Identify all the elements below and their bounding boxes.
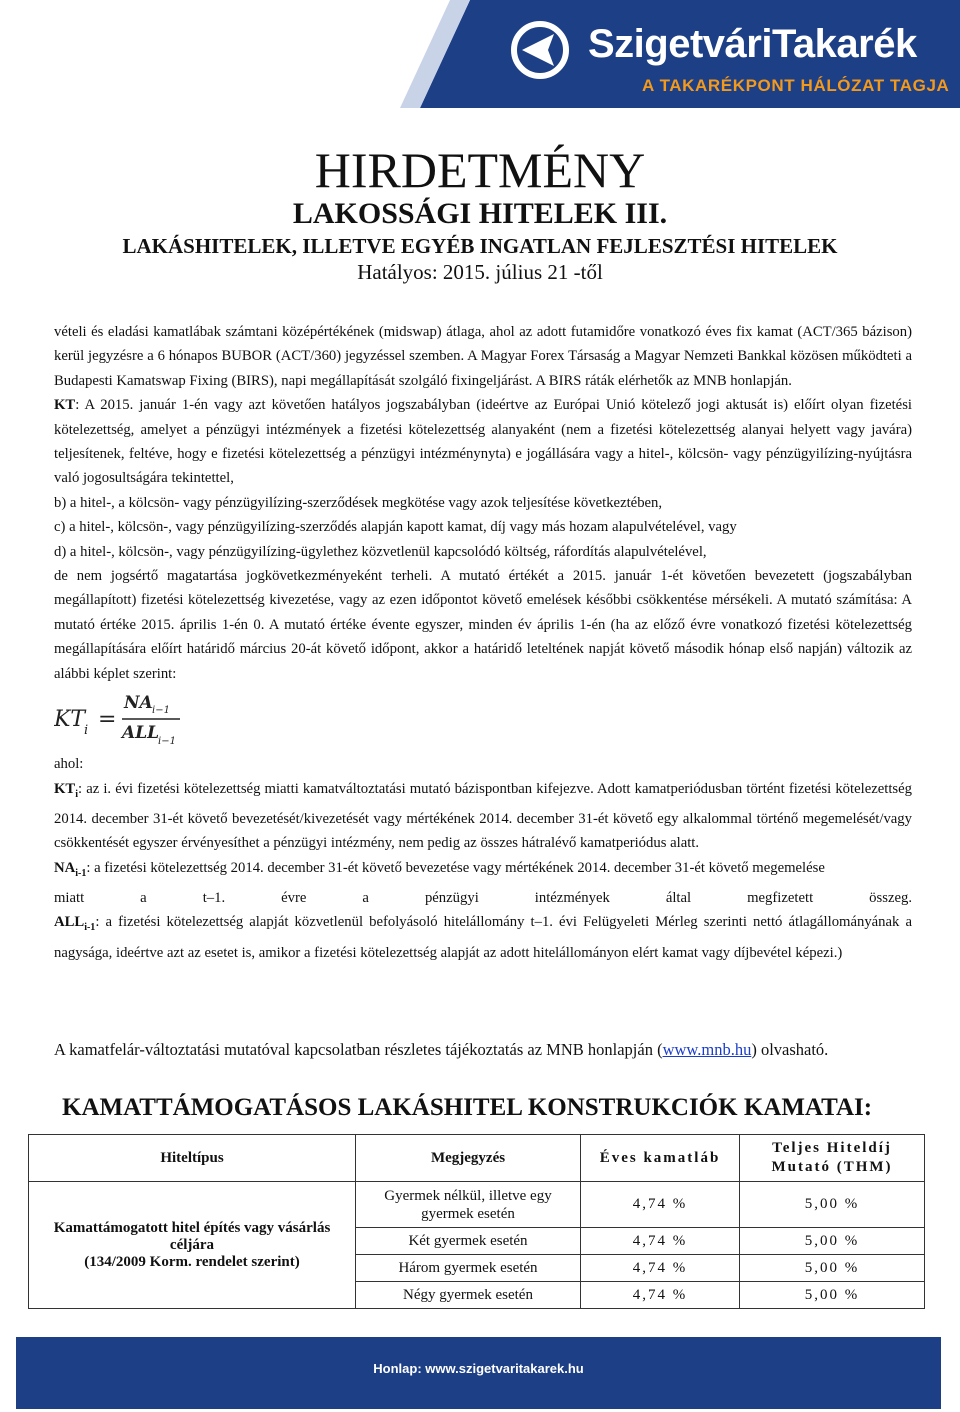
rates-table <box>28 1134 925 1309</box>
header-megjegyzes: Megjegyzés <box>356 1135 581 1182</box>
na-definition: : a fizetési kötelezettség 2014. december 31-ét követő bevezetése vagy mértékének 2014. december 31-ét követő megemelése <box>86 859 825 876</box>
effective-date: Hatályos: 2015. július 21 -től <box>357 260 603 284</box>
page-subtitle: LAKOSSÁGI HITELEK III. <box>292 197 668 230</box>
kti-label: $KT_i$ <box>54 780 79 800</box>
kt-label: KT <box>54 397 76 414</box>
header-hiteltipus: Hiteltípus <box>29 1135 356 1182</box>
ahol-label: ahol: <box>54 756 84 773</box>
svg-text:=: = <box>98 707 117 733</box>
mnb-link[interactable]: www.mnb.hu <box>662 1040 752 1059</box>
category-heading: LAKÁSHITELEK, ILLETVE EGYÉB INGATLAN FEJLESZTÉSI HITELEK <box>122 234 838 258</box>
note-cell: Négy gyermek esetén <box>356 1282 581 1309</box>
header-band <box>0 0 960 112</box>
table-header-row <box>29 1135 925 1182</box>
kt-definition: : A 2015. január 1-én vagy azt követően hatályos jogszabályban (ideértve az Európai Unió kötelező jogi aktusát is) előírt olyan fizetési kötelezettség, amelyet a pénzügyi intézmények a fizetési kötelezettség alanyaként (nem a fizetési kötelezettség alanyai helyett vagy javára) teljesítenek, feltéve, hogy e fizetési kötelezettség a pénzügyi intézménynyta) e jogállására vagy a hitel-, kölcsön- vagy pénzügyilízing-nyújtásra való jogosultságára tekintettel, <box>54 397 912 487</box>
hiteltipus-note: (134/2009 Korm. rendelet szerint) <box>84 1253 300 1270</box>
paragraph-birs: vételi és eladási kamatlábak számtani középértékének (midswap) átlaga, ahol az adott futamidőre vonatkozó éves fix kamat (ACT/365 bázison) kerül jegyzésre a 6 hónapos BUBOR (ACT/360) jegyzéssel szemben. A Magyar Forex Társaság a Magyar Nemzeti Bankkal közösen működteti a Budapesti Kamatswap Fixing (BIRS), napi megállapítását szolgáló fixingeljárást. A BIRS ráták elérhetők az MNB honlapján. <box>54 324 912 389</box>
note-cell: Gyermek nélkül, illetve egy gyermek esetén <box>356 1182 581 1228</box>
formula-lhs: KT <box>54 707 86 733</box>
formula-graphic <box>54 688 194 746</box>
header-thm: Teljes Hiteldíj Mutató (THM) <box>740 1135 925 1182</box>
item-c: c) a hitel-, kölcsön-, vagy pénzügyilízing-szerződés alapján kapott kamat, díj vagy más hozam alapulvételével, vagy <box>54 519 737 536</box>
section-title: KAMATTÁMOGATÁSOS LAKÁSHITEL KONSTRUKCIÓK KAMATAI: <box>62 1094 873 1121</box>
formula-denominator: ALL <box>122 723 160 744</box>
paragraph-na <box>54 856 912 886</box>
formula-lhs-sub: i <box>84 723 89 739</box>
table-row <box>29 1182 925 1228</box>
footer-band <box>16 1337 941 1409</box>
item-d: d) a hitel-, kölcsön-, vagy pénzügyilízing-ügylethez közvetlenül kapcsolódó költség, ráfordítás alapulvételével, <box>54 543 707 560</box>
paragraph-calculation: de nem jogsértő magatartása jogkövetkezményeként terheli. A mutató értékét a 2015. január 1-ét követően bevezetett (jogszabályban megállapított) fizetési kötelezettség kivezetése, vagy az ezen időpontot követő emelések későbbi csökkentése mérsékeli. A mutató számítása: A mutató értéke 2015. április 1-én 0. A mutató értéke évente egyszer, minden év április 1-én (ha az előző évre vonatkozó fizetési kötelezettség megállapítására előírt határidő március 20-át követő időpont, akkor a határidő leteltének napját követő második hónap első napján) változik az alábbi képlet szerint: <box>54 568 912 682</box>
formula-denominator-sub: i−1 <box>158 736 176 747</box>
thm-cell: 5,00 % <box>740 1282 925 1309</box>
page-title: HIRDETMÉNY <box>314 142 646 198</box>
brand-name: SzigetváriTakarék <box>588 22 917 66</box>
note-cell: Két gyermek esetén <box>356 1228 581 1255</box>
formula-numerator-sub: i−1 <box>152 705 170 717</box>
all-definition: : a fizetési kötelezettség alapját közvetlenül befolyásoló hitelállomány t–1. évi Felügyeleti Mérleg szerinti nettó átlagállományának a nagysága, ideértve azt az esetet is, amikor a fizetési kötelezettség alapját az adott hitelállományon elért kamat vagy díjbevétel képezi.) <box>54 914 912 961</box>
header-eves-kamatlab: Éves kamatláb <box>581 1135 740 1182</box>
rate-cell: 4,74 % <box>581 1282 740 1309</box>
footer-website: Honlap: www.szigetvaritakarek.hu <box>373 1361 584 1376</box>
item-b: b) a hitel-, a kölcsön- vagy pénzügyilízing-szerződések megkötése vagy azok teljesítése következtében, <box>54 494 663 511</box>
body-text <box>54 320 912 965</box>
logo-arrow-icon <box>510 20 580 80</box>
brand-tagline: A TAKARÉKPONT HÁLÓZAT TAGJA <box>642 76 950 95</box>
paragraph-all <box>54 910 912 965</box>
formula <box>54 688 912 746</box>
thm-cell: 5,00 % <box>740 1255 925 1282</box>
thm-cell: 5,00 % <box>740 1228 925 1255</box>
mnb-info-prefix: A kamatfelár-változtatási mutatóval kapcsolatban részletes tájékoztatás az MNB honlapján ( <box>54 1040 663 1059</box>
all-label: $ALL_{i-1}$ <box>54 914 96 934</box>
mnb-info-suffix: ) olvasható. <box>751 1040 829 1059</box>
kti-definition: : az i. évi fizetési kötelezettség miatti kamatváltoztatási mutató bázispontban kifejezve. Adott kamatperiódusban történt fizetési kötelezettség 2014. december 31-ét követő bevezetését/kivezetését vagy mértékének 2014. december 31-ét követő egy alkalommal történő megemelését/vagy csökkentését egyszer érvényesíthet a pénzügyi intézmény, nem pedig az összes hátralévő kamatperiódus alatt. <box>54 780 912 852</box>
rate-cell: 4,74 % <box>581 1228 740 1255</box>
mnb-info <box>54 1040 828 1060</box>
hiteltipus-cell <box>29 1182 356 1309</box>
paragraph-kt <box>54 393 912 491</box>
na-label: $NA_{i-1}$ <box>54 859 87 879</box>
paragraph-na-cont: miatt a t–1. évre a pénzügyi intézmények által megfizetett összeg. <box>54 890 912 906</box>
note-cell: Három gyermek esetén <box>356 1255 581 1282</box>
rate-cell: 4,74 % <box>581 1182 740 1228</box>
title-block <box>0 142 960 284</box>
thm-cell: 5,00 % <box>740 1182 925 1228</box>
hiteltipus-label: Kamattámogatott hitel építés vagy vásárlás céljára <box>53 1219 331 1253</box>
formula-numerator: NA <box>124 693 153 714</box>
rate-cell: 4,74 % <box>581 1255 740 1282</box>
brand-logo <box>510 14 960 104</box>
paragraph-kti <box>54 777 912 856</box>
